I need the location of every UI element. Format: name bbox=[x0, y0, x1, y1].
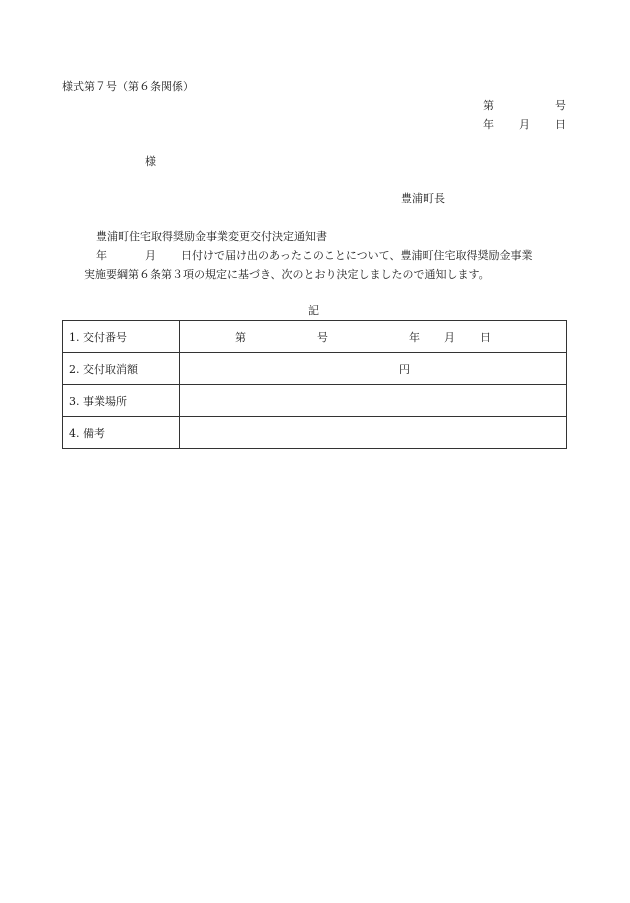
header-go: 号 bbox=[555, 99, 566, 112]
row-value-jigyo-basho bbox=[180, 385, 567, 417]
value-dai: 第 bbox=[235, 330, 246, 344]
row-value-torikeshi-gaku bbox=[180, 353, 567, 385]
row-label-jigyo-basho: 3. 事業場所 bbox=[63, 385, 180, 417]
row-label-kofu-bango: 1. 交付番号 bbox=[63, 321, 180, 353]
record-heading: 記 bbox=[308, 304, 319, 317]
row-value-kofu-bango bbox=[180, 321, 567, 353]
header-dai: 第 bbox=[483, 99, 494, 112]
row-label-biko: 4. 備考 bbox=[63, 417, 180, 449]
body-month: 月 bbox=[145, 249, 156, 262]
table-row bbox=[63, 417, 567, 449]
header-month: 月 bbox=[519, 118, 530, 131]
header-year: 年 bbox=[483, 118, 494, 131]
header-day: 日 bbox=[555, 118, 566, 131]
value-year: 年 bbox=[409, 330, 420, 344]
form-number: 様式第７号（第６条関係） bbox=[62, 80, 194, 93]
table-row bbox=[63, 385, 567, 417]
row-label-torikeshi-gaku: 2. 交付取消額 bbox=[63, 353, 180, 385]
document-title: 豊浦町住宅取得奨励金事業変更交付決定通知書 bbox=[96, 230, 327, 243]
issuer-name: 豊浦町長 bbox=[401, 192, 445, 205]
row-value-biko bbox=[180, 417, 567, 449]
body-line1: 日付けで届け出のあったこのことについて、豊浦町住宅取得奨励金事業 bbox=[181, 249, 533, 262]
value-go: 号 bbox=[317, 330, 328, 344]
body-year: 年 bbox=[96, 249, 107, 262]
body-line2: 実施要綱第６条第３項の規定に基づき、次のとおり決定しましたので通知します。 bbox=[84, 268, 490, 281]
record-table bbox=[62, 320, 567, 449]
value-month: 月 bbox=[444, 330, 455, 344]
table-row bbox=[63, 321, 567, 353]
value-yen: 円 bbox=[399, 362, 410, 376]
value-day: 日 bbox=[480, 330, 491, 344]
table-row bbox=[63, 353, 567, 385]
addressee-sama: 様 bbox=[145, 155, 156, 168]
